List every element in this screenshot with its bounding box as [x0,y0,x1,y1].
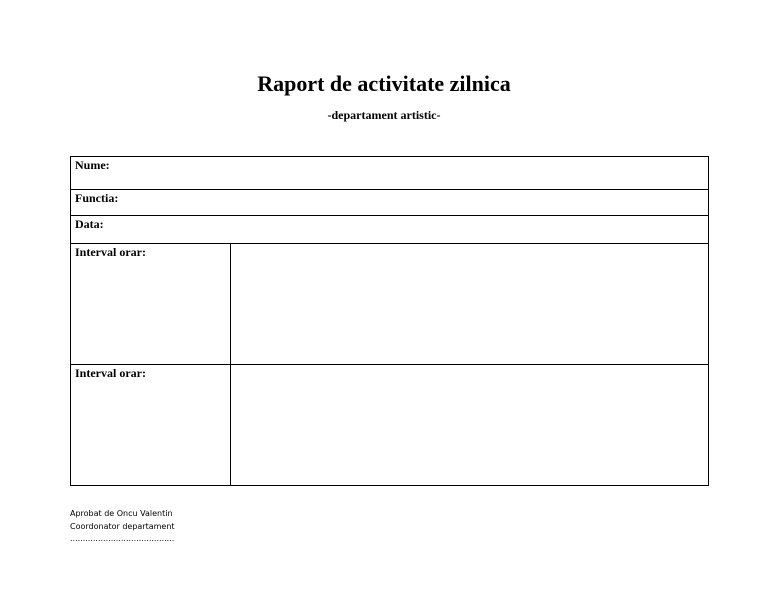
table-row [71,216,709,244]
interval-label: Interval orar: [75,366,146,380]
interval-activity-field[interactable] [231,244,709,365]
document-subtitle: -departament artistic- [327,108,441,122]
report-form-table [70,156,709,486]
table-row [71,157,709,190]
data-field[interactable] [71,216,709,244]
interval-activity-field[interactable] [231,365,709,486]
interval-label: Interval orar: [75,245,146,259]
functia-label: Functia: [75,191,119,205]
table-row [71,190,709,216]
functia-field[interactable] [71,190,709,216]
signature-line[interactable]: ......................................... [70,534,175,543]
nume-field[interactable] [71,157,709,190]
approval-footer [70,507,175,545]
table-row [71,244,709,365]
data-label: Data: [75,217,104,231]
approved-by-text: Aprobat de Oncu Valentin [70,509,173,518]
interval-label-cell [71,244,231,365]
interval-label-cell [71,365,231,486]
document-title: Raport de activitate zilnica [257,71,511,96]
table-row [71,365,709,486]
nume-label: Nume: [75,158,110,172]
coordinator-role-text: Coordonator departament [70,522,175,531]
